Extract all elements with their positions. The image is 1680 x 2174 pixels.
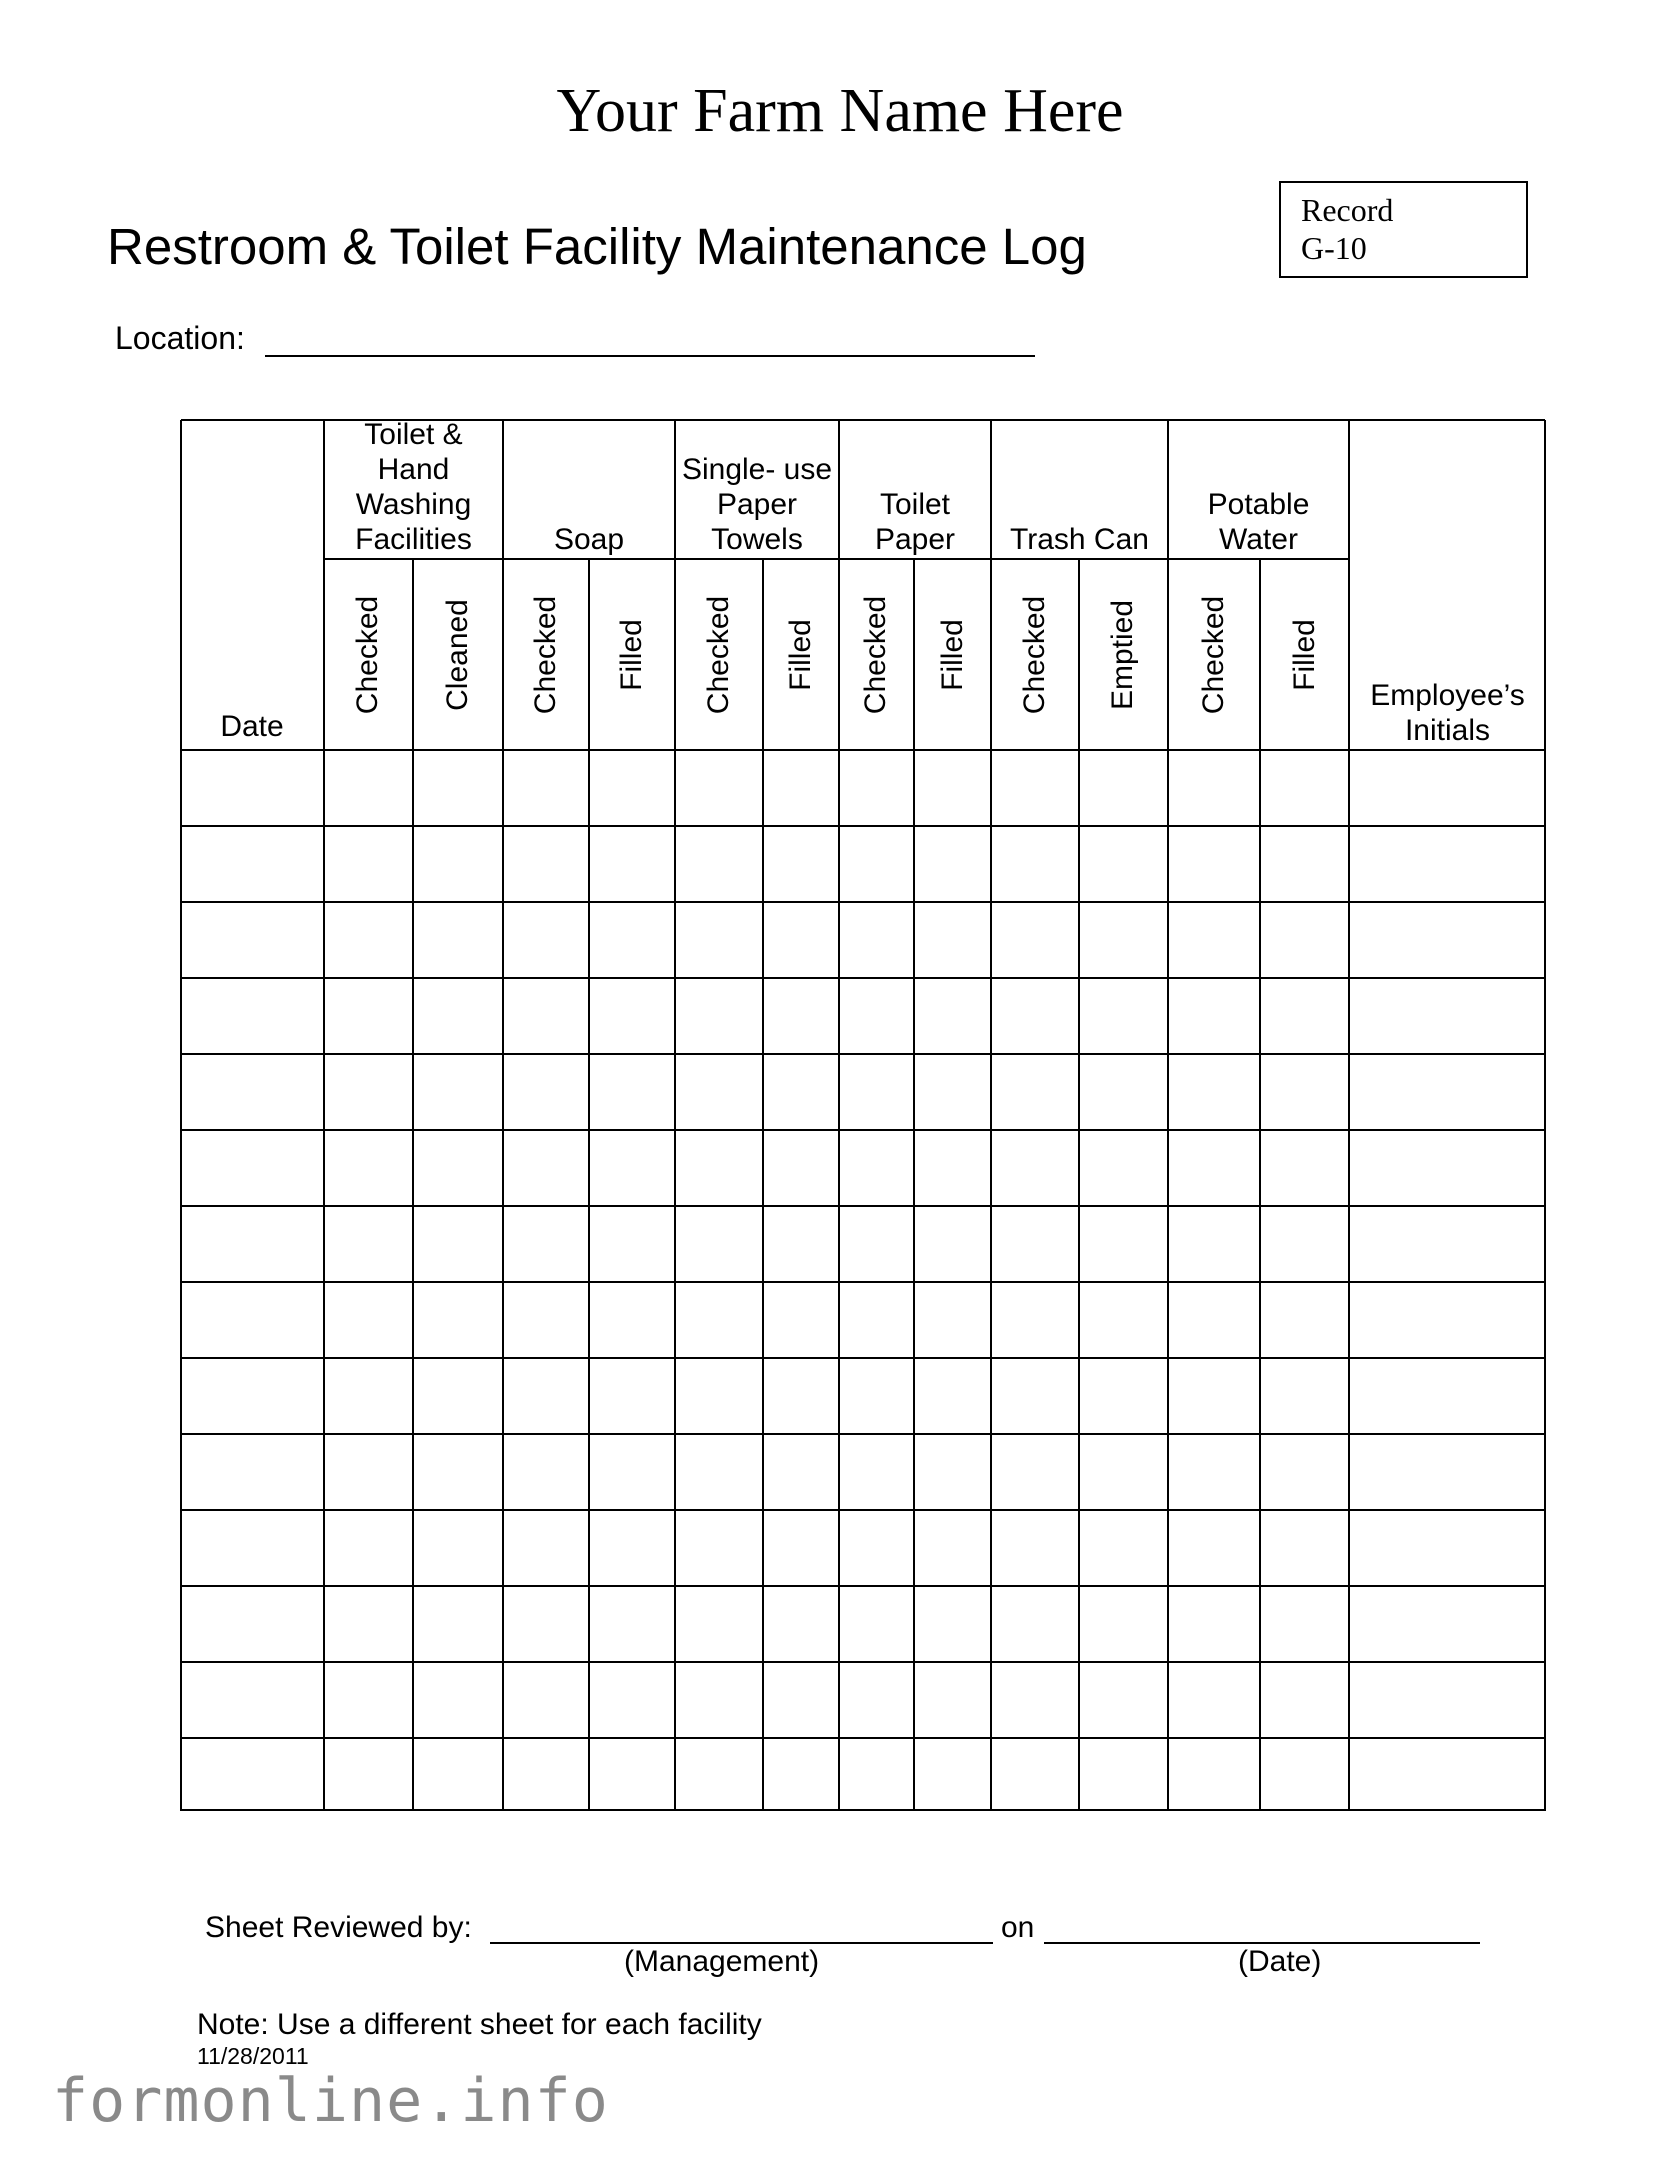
table-cell[interactable] <box>591 1588 673 1660</box>
group-header: Toilet & Hand Washing Facilities <box>355 418 472 556</box>
table-cell[interactable] <box>765 1284 837 1356</box>
table-cell[interactable] <box>677 1664 761 1736</box>
table-cell[interactable] <box>1170 1512 1258 1584</box>
sub-column-header <box>1260 559 1349 750</box>
table-cell[interactable] <box>1170 1588 1258 1660</box>
table-cell[interactable] <box>1262 752 1347 824</box>
table-cell[interactable] <box>326 1588 411 1660</box>
sub-column-label: Emptied <box>1106 599 1140 710</box>
sub-column-label: Filled <box>614 618 648 691</box>
table-cell[interactable] <box>916 1284 989 1356</box>
table-cell[interactable] <box>1262 1132 1347 1204</box>
table-cell[interactable] <box>916 1436 989 1508</box>
sub-column-header <box>1168 559 1260 750</box>
table-cell[interactable] <box>415 904 501 976</box>
sub-column-header <box>991 559 1079 750</box>
table-cell[interactable] <box>415 1512 501 1584</box>
table-cell[interactable] <box>1081 828 1166 900</box>
table-cell[interactable] <box>1081 1588 1166 1660</box>
table-cell[interactable] <box>326 1360 411 1432</box>
table-cell[interactable] <box>326 1056 411 1128</box>
table-cell[interactable] <box>505 1132 587 1204</box>
table-cell[interactable] <box>326 1132 411 1204</box>
table-cell[interactable] <box>993 828 1077 900</box>
table-cell[interactable] <box>916 980 989 1052</box>
table-cell[interactable] <box>1170 904 1258 976</box>
group-header: Single- use Paper Towels <box>681 453 833 556</box>
table-cell[interactable] <box>1262 1208 1347 1280</box>
table-cell[interactable] <box>765 1132 837 1204</box>
table-cell[interactable] <box>1351 1056 1544 1128</box>
table-cell[interactable] <box>993 904 1077 976</box>
table-cell[interactable] <box>182 980 322 1052</box>
table-cell[interactable] <box>677 1588 761 1660</box>
table-cell[interactable] <box>415 1208 501 1280</box>
table-cell[interactable] <box>677 1132 761 1204</box>
table-cell[interactable] <box>841 1664 912 1736</box>
sub-column-label: Checked <box>1197 595 1230 714</box>
table-cell[interactable] <box>916 828 989 900</box>
table-cell[interactable] <box>505 1588 587 1660</box>
table-cell[interactable] <box>326 1664 411 1736</box>
table-cell[interactable] <box>591 1132 673 1204</box>
table-cell[interactable] <box>1262 828 1347 900</box>
table-cell[interactable] <box>841 752 912 824</box>
group-header: Toilet Paper <box>874 488 956 556</box>
table-cell[interactable] <box>993 1360 1077 1432</box>
table-cell[interactable] <box>1262 1360 1347 1432</box>
table-cell[interactable] <box>765 1360 837 1432</box>
table-cell[interactable] <box>591 1208 673 1280</box>
table-cell[interactable] <box>1170 752 1258 824</box>
table-cell[interactable] <box>916 1588 989 1660</box>
table-cell[interactable] <box>505 828 587 900</box>
sub-column-label: Checked <box>351 595 385 714</box>
table-cell[interactable] <box>415 1056 501 1128</box>
table-cell[interactable] <box>993 980 1077 1052</box>
table-cell[interactable] <box>765 1056 837 1128</box>
table-cell[interactable] <box>1351 980 1544 1052</box>
table-cell[interactable] <box>677 752 761 824</box>
table-cell[interactable] <box>1262 980 1347 1052</box>
sub-column-label: Checked <box>1018 595 1051 714</box>
table-cell[interactable] <box>1351 1664 1544 1736</box>
table-cell[interactable] <box>182 1740 322 1812</box>
table-cell[interactable] <box>326 980 411 1052</box>
table-cell[interactable] <box>1081 1360 1166 1432</box>
on-label: on <box>1001 1911 1035 1944</box>
table-cell[interactable] <box>505 752 587 824</box>
table-cell[interactable] <box>1262 904 1347 976</box>
table-cell[interactable] <box>182 1132 322 1204</box>
table-cell[interactable] <box>591 1740 673 1812</box>
table-cell[interactable] <box>993 752 1077 824</box>
sub-column-label: Filled <box>783 618 817 691</box>
table-cell[interactable] <box>677 1512 761 1584</box>
table-cell[interactable] <box>591 1664 673 1736</box>
revision-date: 11/28/2011 <box>197 2043 309 2069</box>
table-cell[interactable] <box>1262 1512 1347 1584</box>
table-cell[interactable] <box>841 1284 912 1356</box>
table-cell[interactable] <box>415 1284 501 1356</box>
table-cell[interactable] <box>841 828 912 900</box>
table-cell[interactable] <box>916 752 989 824</box>
sub-column-label: Checked <box>529 595 562 714</box>
table-cell[interactable] <box>505 1664 587 1736</box>
table-cell[interactable] <box>415 828 501 900</box>
table-cell[interactable] <box>765 828 837 900</box>
table-cell[interactable] <box>841 1360 912 1432</box>
table-cell[interactable] <box>1351 1512 1544 1584</box>
table-cell[interactable] <box>993 1284 1077 1356</box>
table-cell[interactable] <box>1170 1740 1258 1812</box>
table-cell[interactable] <box>916 1056 989 1128</box>
log-title: Restroom & Toilet Facility Maintenance Log <box>107 218 1087 275</box>
table-cell[interactable] <box>841 1132 912 1204</box>
table-cell[interactable] <box>993 1664 1077 1736</box>
table-cell[interactable] <box>326 1284 411 1356</box>
table-cell[interactable] <box>505 1056 587 1128</box>
table-cell[interactable] <box>993 1588 1077 1660</box>
table-cell[interactable] <box>326 1436 411 1508</box>
table-cell[interactable] <box>415 980 501 1052</box>
table-cell[interactable] <box>1262 1588 1347 1660</box>
facility-note: Note: Use a different sheet for each facility <box>197 2008 762 2041</box>
table-cell[interactable] <box>677 904 761 976</box>
table-cell[interactable] <box>1262 1284 1347 1356</box>
table-cell[interactable] <box>1351 904 1544 976</box>
table-cell[interactable] <box>505 980 587 1052</box>
table-cell[interactable] <box>591 980 673 1052</box>
table-cell[interactable] <box>1170 1056 1258 1128</box>
table-cell[interactable] <box>591 904 673 976</box>
table-cell[interactable] <box>182 1360 322 1432</box>
table-cell[interactable] <box>765 1664 837 1736</box>
table-cell[interactable] <box>1170 1208 1258 1280</box>
sub-column-header <box>763 559 839 750</box>
table-cell[interactable] <box>677 1740 761 1812</box>
location-label: Location: <box>115 320 245 356</box>
table-cell[interactable] <box>916 1132 989 1204</box>
table-cell[interactable] <box>1081 1132 1166 1204</box>
sub-column-label: Checked <box>702 595 735 714</box>
table-cell[interactable] <box>505 1740 587 1812</box>
table-cell[interactable] <box>182 1512 322 1584</box>
table-cell[interactable] <box>765 1588 837 1660</box>
table-cell[interactable] <box>326 904 411 976</box>
table-cell[interactable] <box>505 1284 587 1356</box>
location-field[interactable] <box>265 355 1035 357</box>
table-cell[interactable] <box>1081 1056 1166 1128</box>
table-cell[interactable] <box>1170 1132 1258 1204</box>
table-cell[interactable] <box>326 1512 411 1584</box>
table-cell[interactable] <box>1170 1436 1258 1508</box>
table-cell[interactable] <box>182 1588 322 1660</box>
table-cell[interactable] <box>841 1208 912 1280</box>
table-cell[interactable] <box>841 904 912 976</box>
sub-column-header <box>503 559 589 750</box>
table-cell[interactable] <box>326 752 411 824</box>
sub-column-header <box>324 559 413 750</box>
sub-column-label: Filled <box>1287 618 1321 691</box>
record-label: Record <box>1301 192 1394 228</box>
sub-column-header <box>675 559 763 750</box>
table-cell[interactable] <box>1081 980 1166 1052</box>
group-header: Potable Water <box>1207 488 1310 556</box>
table-cell[interactable] <box>326 1740 411 1812</box>
table-cell[interactable] <box>182 1208 322 1280</box>
table-cell[interactable] <box>182 1284 322 1356</box>
sub-column-label: Filled <box>935 618 969 691</box>
table-cell[interactable] <box>1351 1284 1544 1356</box>
table-cell[interactable] <box>1351 1436 1544 1508</box>
table-cell[interactable] <box>182 904 322 976</box>
maintenance-log-table <box>180 419 1546 1811</box>
table-cell[interactable] <box>1170 1664 1258 1736</box>
table-cell[interactable] <box>916 1512 989 1584</box>
table-cell[interactable] <box>591 1436 673 1508</box>
sub-column-header <box>1079 559 1168 750</box>
group-header: Soap <box>553 523 625 556</box>
table-cell[interactable] <box>1170 1360 1258 1432</box>
table-cell[interactable] <box>326 1208 411 1280</box>
table-cell[interactable] <box>1081 1512 1166 1584</box>
table-cell[interactable] <box>415 752 501 824</box>
table-cell[interactable] <box>677 1208 761 1280</box>
table-cell[interactable] <box>591 1056 673 1128</box>
table-cell[interactable] <box>916 904 989 976</box>
table-cell[interactable] <box>1081 904 1166 976</box>
table-cell[interactable] <box>765 1208 837 1280</box>
table-cell[interactable] <box>916 1664 989 1736</box>
table-cell[interactable] <box>182 828 322 900</box>
table-cell[interactable] <box>677 980 761 1052</box>
table-cell[interactable] <box>765 904 837 976</box>
table-cell[interactable] <box>1351 1208 1544 1280</box>
table-cell[interactable] <box>1351 1740 1544 1812</box>
table-cell[interactable] <box>677 1360 761 1432</box>
table-cell[interactable] <box>415 1588 501 1660</box>
table-cell[interactable] <box>993 1436 1077 1508</box>
table-cell[interactable] <box>1170 1284 1258 1356</box>
table-cell[interactable] <box>505 1360 587 1432</box>
sub-column-header <box>914 559 991 750</box>
table-cell[interactable] <box>1351 752 1544 824</box>
table-cell[interactable] <box>505 904 587 976</box>
table-cell[interactable] <box>591 1512 673 1584</box>
sub-column-header <box>413 559 503 750</box>
table-cell[interactable] <box>505 1208 587 1280</box>
table-cell[interactable] <box>1081 1208 1166 1280</box>
table-cell[interactable] <box>415 1664 501 1736</box>
table-cell[interactable] <box>415 1740 501 1812</box>
table-cell[interactable] <box>1081 1436 1166 1508</box>
table-cell[interactable] <box>916 1208 989 1280</box>
table-cell[interactable] <box>1081 1740 1166 1812</box>
table-cell[interactable] <box>415 1132 501 1204</box>
table-cell[interactable] <box>916 1740 989 1812</box>
table-cell[interactable] <box>505 1436 587 1508</box>
table-cell[interactable] <box>1262 1740 1347 1812</box>
farm-name: Your Farm Name Here <box>556 77 1124 145</box>
table-cell[interactable] <box>841 1512 912 1584</box>
table-cell[interactable] <box>1351 1132 1544 1204</box>
table-cell[interactable] <box>677 1436 761 1508</box>
table-cell[interactable] <box>1081 1284 1166 1356</box>
table-cell[interactable] <box>591 1360 673 1432</box>
table-cell[interactable] <box>765 1740 837 1812</box>
table-cell[interactable] <box>916 1360 989 1432</box>
watermark: formonline.info <box>52 2066 609 2136</box>
table-cell[interactable] <box>1081 1664 1166 1736</box>
group-header: Trash Can <box>1010 523 1149 556</box>
table-cell[interactable] <box>765 752 837 824</box>
table-cell[interactable] <box>993 1740 1077 1812</box>
date-caption: (Date) <box>1238 1945 1322 1978</box>
table-cell[interactable] <box>591 752 673 824</box>
sub-column-header <box>839 559 914 750</box>
table-cell[interactable] <box>993 1208 1077 1280</box>
table-cell[interactable] <box>1262 1056 1347 1128</box>
table-cell[interactable] <box>415 1436 501 1508</box>
table-cell[interactable] <box>765 980 837 1052</box>
sub-column-label: Checked <box>859 595 893 714</box>
table-cell[interactable] <box>1351 1360 1544 1432</box>
date-column-header: Date <box>220 710 284 743</box>
table-cell[interactable] <box>677 1284 761 1356</box>
table-cell[interactable] <box>182 1436 322 1508</box>
table-cell[interactable] <box>841 1056 912 1128</box>
table-cell[interactable] <box>1170 828 1258 900</box>
table-cell[interactable] <box>993 1512 1077 1584</box>
table-cell[interactable] <box>1351 828 1544 900</box>
table-cell[interactable] <box>326 828 411 900</box>
table-cell[interactable] <box>1262 1664 1347 1736</box>
record-box <box>1279 181 1528 278</box>
sheet-reviewed-label: Sheet Reviewed by: <box>205 1911 472 1944</box>
table-cell[interactable] <box>182 752 322 824</box>
record-number: G-10 <box>1301 230 1367 266</box>
table-cell[interactable] <box>993 1132 1077 1204</box>
table-cell[interactable] <box>841 1740 912 1812</box>
table-cell[interactable] <box>1351 1588 1544 1660</box>
table-cell[interactable] <box>505 1512 587 1584</box>
table-cell[interactable] <box>1170 980 1258 1052</box>
table-cell[interactable] <box>841 1436 912 1508</box>
table-cell[interactable] <box>677 828 761 900</box>
table-cell[interactable] <box>1262 1436 1347 1508</box>
table-cell[interactable] <box>182 1056 322 1128</box>
sub-column-header <box>589 559 675 750</box>
table-cell[interactable] <box>993 1056 1077 1128</box>
table-cell[interactable] <box>765 1512 837 1584</box>
table-cell[interactable] <box>677 1056 761 1128</box>
table-cell[interactable] <box>841 980 912 1052</box>
table-cell[interactable] <box>841 1588 912 1660</box>
management-caption: (Management) <box>624 1945 820 1978</box>
initials-column-header: Employee’s Initials <box>1370 679 1525 747</box>
table-cell[interactable] <box>591 1284 673 1356</box>
table-cell[interactable] <box>1081 752 1166 824</box>
table-cell[interactable] <box>415 1360 501 1432</box>
table-cell[interactable] <box>182 1664 322 1736</box>
table-cell[interactable] <box>591 828 673 900</box>
sub-column-label: Cleaned <box>441 598 475 711</box>
table-cell[interactable] <box>765 1436 837 1508</box>
